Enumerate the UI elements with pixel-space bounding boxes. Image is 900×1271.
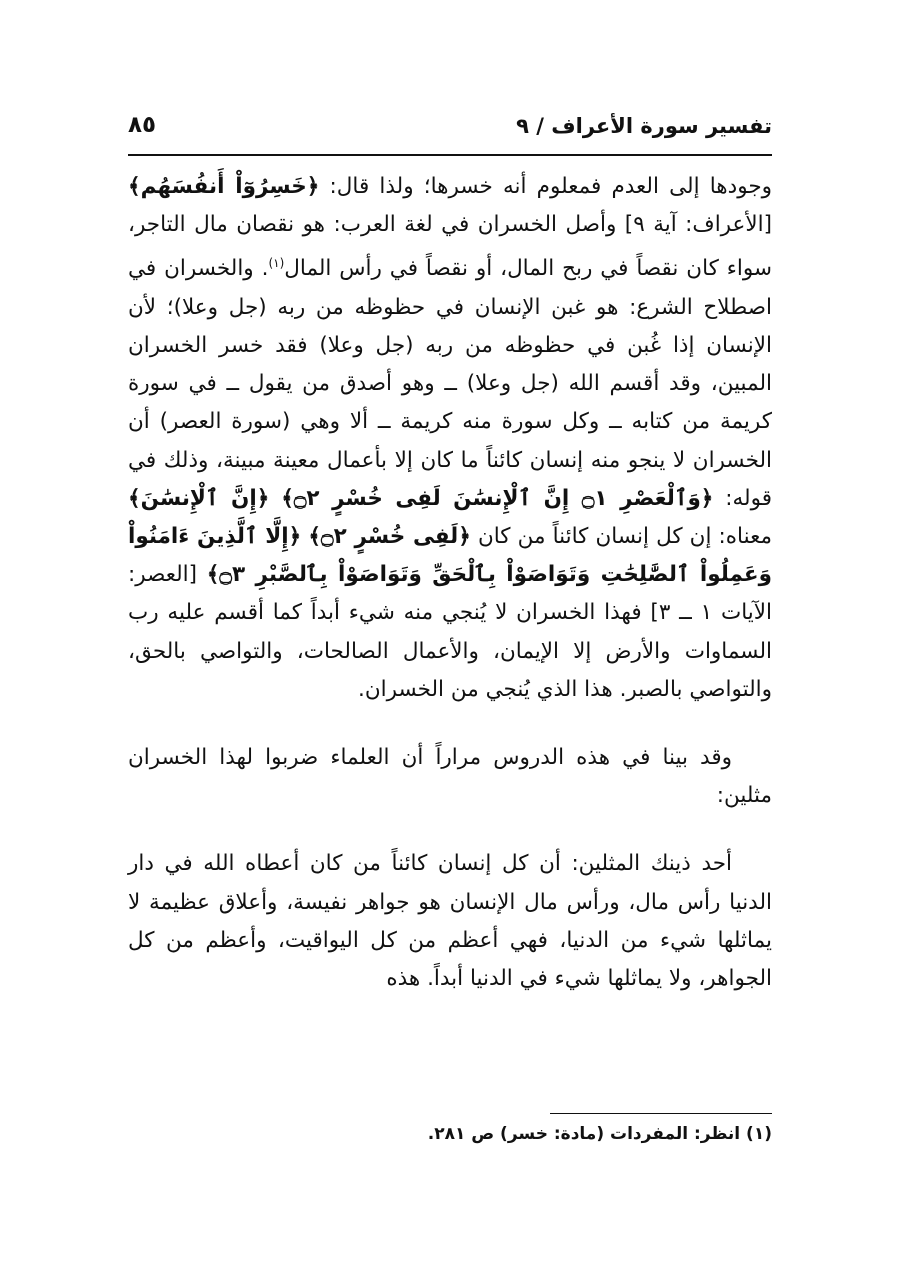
quran-verse: ﴿إِلَّا ٱلَّذِينَ ءَامَنُواْ وَعَمِلُواْ ٱلصَّٰلِحَٰتِ وَتَوَاصَوْاْ بِٱلْحَقِّ وَتَوَاصَوْاْ بِٱلصَّبْرِ ۝٣﴾ [128,523,772,588]
page-number: ٨٥ [128,112,157,138]
page-header [128,108,772,148]
footnote-rule [550,1113,772,1114]
header-rule [128,154,772,156]
paragraph-1 [128,168,772,709]
text-span [269,486,281,511]
quran-verse: ﴿خَسِرُوٓاْ أَنفُسَهُم﴾ [128,174,320,199]
quran-verse: ﴿لَفِى خُسْرٍ ۝٢﴾ [308,523,471,549]
running-title: تفسير سورة الأعراف / ٩ [516,114,772,138]
text-span: وجودها إلى العدم فمعلوم أنه خسرها؛ ولذا قال: [319,174,772,199]
body-text [128,168,772,998]
text-span: معناه: إن كل إنسان كائناً من كان [470,523,772,549]
footnote: (١) انظر: المفردات (مادة: خسر) ص ٢٨١. [427,1124,772,1144]
text-span: . والخسران في اصطلاح الشرع: هو غبن الإنسان في حظوظه من ربه (جل وعلا)؛ لأن الإنسان إذا غُبن في حظوظه من ربه (جل وعلا) فقد خسر الخسران المبين، وقد أقسم الله (جل وعلا) ــ وهو أصدق من يقول ــ في سورة كريمة من كتابه ــ وكل سورة منه كريمة ــ ألا وهي (سورة العصر) أن الخسران لا ينجو منه إنسان كائناً ما كان إلا بأعمال معينة مبينة، وذلك في قوله: [128,256,772,511]
paragraph-2: وقد بينا في هذه الدروس مراراً أن العلماء ضربوا لهذا الخسران مثلين: [128,745,772,809]
footnote-marker: (١) [268,256,285,271]
quran-verse: ﴿وَٱلْعَصْرِ ۝١ إِنَّ ٱلْإِنسَٰنَ لَفِى خُسْرٍ ۝٢﴾ [281,485,714,511]
quran-verse: ﴿إِنَّ ٱلْإِنسَٰنَ﴾ [128,485,270,511]
paragraph-3: أحد ذينك المثلين: أن كل إنسان كائناً من كان أعطاه الله في دار الدنيا رأس مال، ورأس مال الإنسان هو جواهر نفيسة، وأعلاق عظيمة لا يماثلها شيء من الدنيا، فهي أعظم من كل اليواقيت، وأعظم من كل الجواهر، ولا يماثلها شيء في الدنيا أبداً. هذه [128,851,772,992]
text-span: [العصر: الآيات ١ ــ ٣] فهذا الخسران لا يُنجي منه شيء أبداً كما أقسم عليه رب السماوات والأرض إلا الإيمان، والأعمال الصالحات، والتواصي بالحق، والتواصي بالصبر. هذا الذي يُنجي من الخسران. [128,562,772,702]
text-span: [الأعراف: آية ٩] وأصل الخسران في لغة العرب: هو نقصان مال التاجر، سواء كان نقصاً في ربح المال، أو نقصاً في رأس المال [128,212,772,282]
